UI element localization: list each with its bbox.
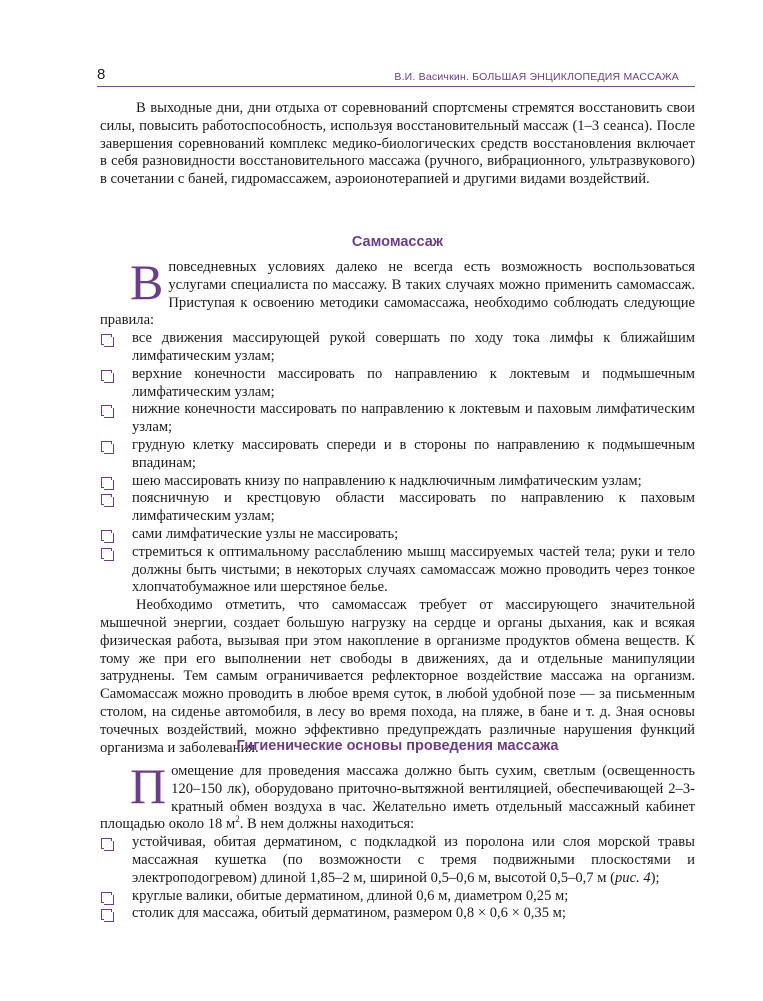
equipment-list [100, 834, 695, 923]
drop-cap: П [130, 758, 167, 814]
section-hygiene [100, 737, 695, 923]
bullet-icon [101, 530, 112, 541]
bullet-icon [101, 441, 112, 452]
list-item: верхние конечности массировать по направлению к локтевым и подмышечным лимфатическим узлам; [100, 366, 695, 402]
bullet-icon [101, 494, 112, 505]
header-rule [97, 86, 695, 87]
list-item: сами лимфатические узлы не массировать; [100, 526, 695, 544]
bullet-icon [101, 909, 112, 920]
intro-paragraph: В выходные дни, дни отдыха от соревнований спортсмены стремятся восстановить свои силы, повысить работоспособность, используя восстановительный массаж (1–3 сеанса). После завершения соревнований комплекс медико-биологических средств восстановления включает в себя разновидности восстановительного массажа (ручного, вибрационного, ультразвукового) в сочетании с баней, гидромассажем, аэроионотерапией и другими видами воздействий. [100, 100, 695, 188]
list-item: нижние конечности массировать по направлению к локтевым и паховым лимфатическим узлам; [100, 401, 695, 437]
list-item: круглые валики, обитые дерматином, длиной 0,6 м, диаметром 0,25 м; [100, 888, 695, 906]
bullet-icon [101, 477, 112, 488]
running-title: В.И. Васичкин. БОЛЬШАЯ ЭНЦИКЛОПЕДИЯ МАССАЖА [394, 71, 679, 83]
list-item: поясничную и крестцовую области массировать по направлению к паховым лимфатическим узлам; [100, 490, 695, 526]
list-item: все движения массирующей рукой совершать по ходу тока лимфы к ближайшим лимфатическим узлам; [100, 330, 695, 366]
section1-lead-text: повседневных условиях далеко не всегда есть возможность воспользоваться услугами специалиста по массажу. В таких случаях можно применить самомассаж. Приступая к освоению методики самомассажа, необходимо соблюдать следующие правила: [100, 259, 695, 329]
list-item: устойчивая, обитая дерматином, с подкладкой из поролона или слоя морской травы массажная кушетка (по возможности с тремя подвижными плоскостями и электроподогревом) длиной 1,85–2 м, шириной 0,5–0,6 м, высотой 0,5–0,7 м (рис. 4); [100, 834, 695, 887]
drop-cap: В [130, 254, 164, 310]
bullet-icon [101, 334, 112, 345]
bullet-icon [101, 370, 112, 381]
section-title-hygiene: Гигиенические основы проведения массажа [236, 738, 559, 754]
list-item: стремиться к оптимальному расслаблению мышц массируемых частей тела; руки и тело должны быть чистыми; в некоторых случаях самомассаж можно проводить через тонкое хлопчатобумажное или шерстяное белье. [100, 544, 695, 597]
bullet-icon [101, 838, 112, 849]
page-number: 8 [97, 66, 106, 83]
list-item: грудную клетку массировать спереди и в стороны по направлению к подмышечным впадинам; [100, 437, 695, 473]
bullet-icon [101, 892, 112, 903]
bullet-icon [101, 548, 112, 559]
section1-closing: Необходимо отметить, что самомассаж требует от массирующего значительной мышечной энергии, создает большую нагрузку на сердце и органы дыхания, как и всякая физическая работа, вызывая при этом накопление в организме продуктов обмена веществ. К тому же при его выполнении нет свободы в движениях, да и отдельные манипуляции затруднены. Тем самым ограничивается рефлекторное воздействие массажа на организм. Самомассаж можно проводить в любое время суток, в любой удобной позе — за письменным столом, на сиденье автомобиля, в лесу во время похода, на пляже, в бане и т. д. Зная основы точечных воздействий, можно эффективно предупреждать различные нарушения функций организма и заболевания. [100, 597, 695, 756]
list-item: шею массировать книзу по направлению к надключичным лимфатическим узлам; [100, 473, 695, 491]
section2-lead: Помещение для проведения массажа должно быть сухим, светлым (освещенность 120–150 лк), оборудовано приточно-вытяжной вентиляцией, обеспечивающей 2–3-кратный обмен воздуха в час. Желательно иметь отдельный массажный кабинет площадью около 18 $м^2$. В нем должны находиться: [100, 758, 695, 833]
section1-lead [100, 254, 695, 330]
section-title-samomassazh: Самомассаж [351, 234, 444, 250]
list-item: столик для массажа, обитый дерматином, размером 0,8 × 0,6 × 0,35 м; [100, 905, 695, 923]
rules-list [100, 330, 695, 597]
intro-block [100, 100, 695, 189]
bullet-icon [101, 405, 112, 416]
section-samomassazh [100, 233, 695, 757]
figure-reference: рис. 4 [615, 869, 651, 886]
